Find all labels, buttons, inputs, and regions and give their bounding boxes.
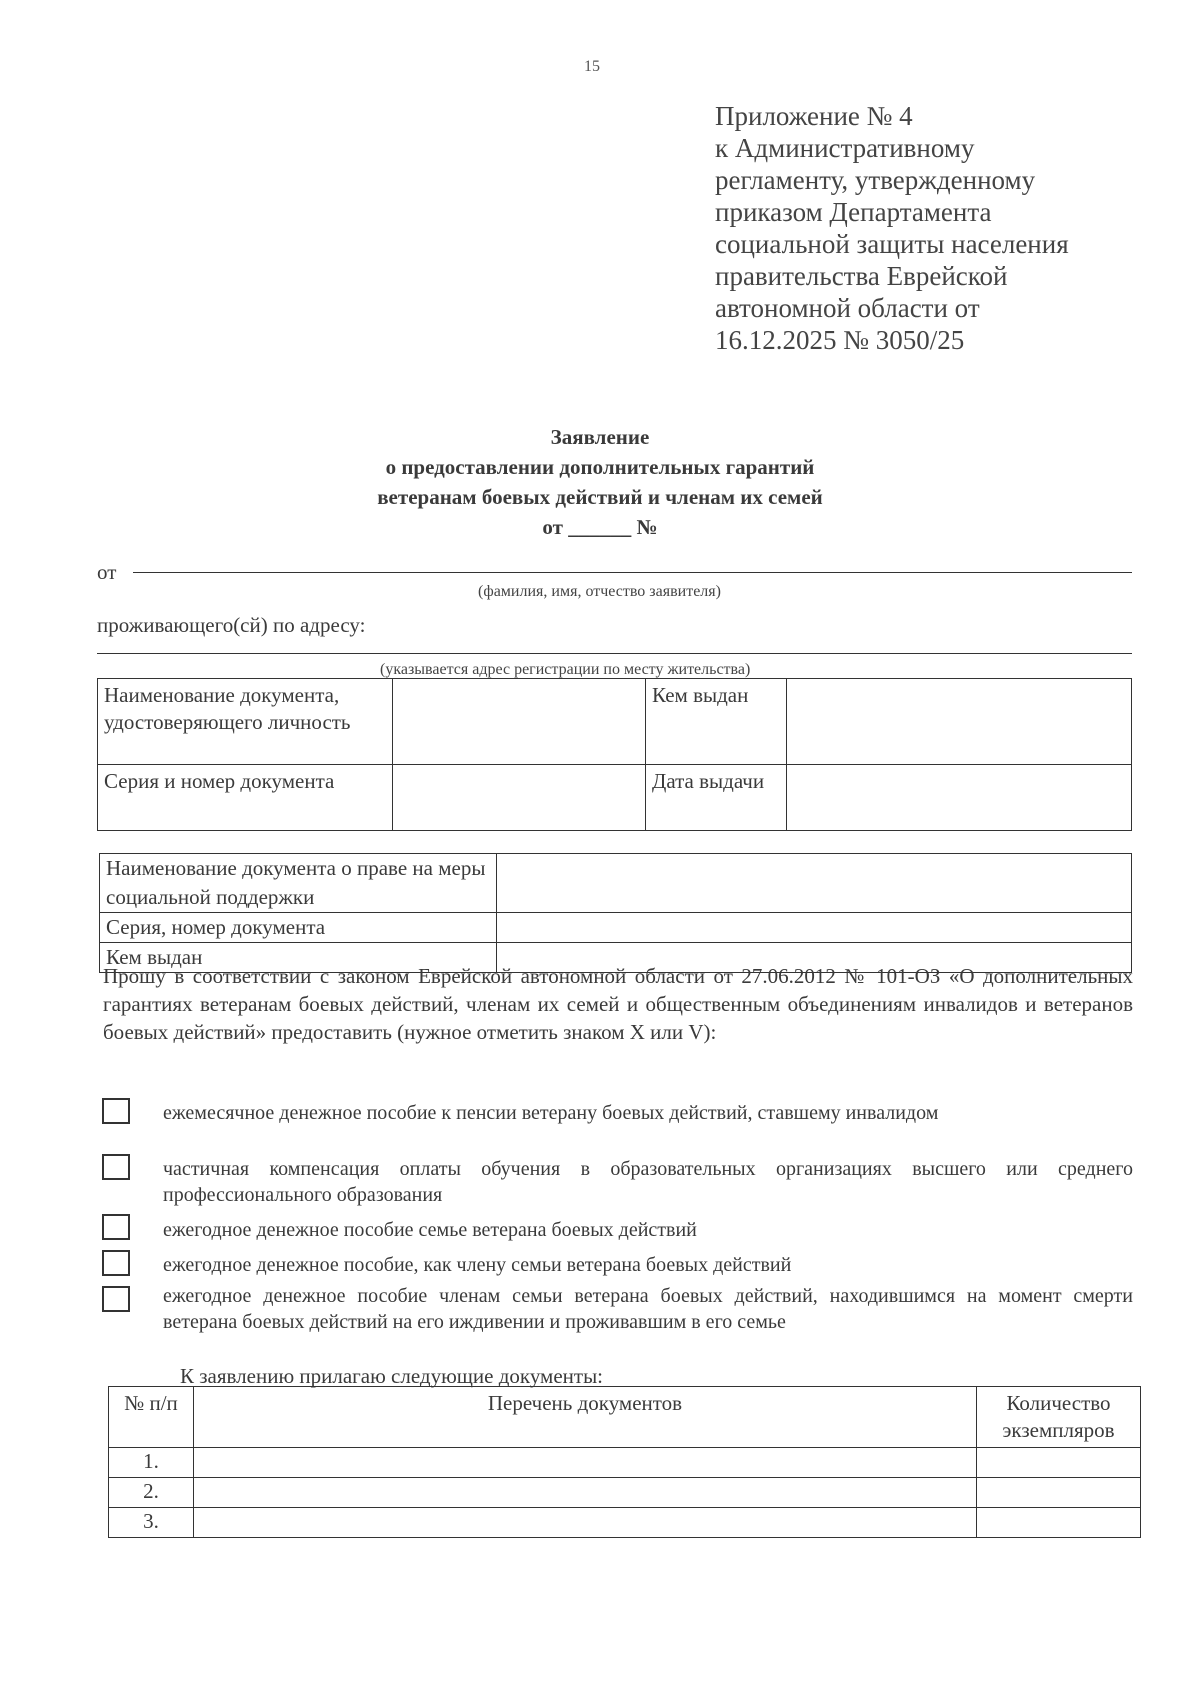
document-name-cell[interactable] bbox=[194, 1478, 977, 1508]
title-line: ветеранам боевых действий и членам их семей bbox=[377, 485, 823, 509]
copies-count-cell[interactable] bbox=[977, 1448, 1141, 1478]
applicant-name-field[interactable] bbox=[133, 572, 1132, 573]
option-checkbox[interactable] bbox=[102, 1250, 130, 1276]
address-field[interactable] bbox=[97, 653, 1132, 654]
issue-date-label: Дата выдачи bbox=[646, 765, 787, 831]
issue-date-field[interactable] bbox=[787, 765, 1132, 831]
document-name-cell[interactable] bbox=[194, 1448, 977, 1478]
appendix-line: регламенту, утвержденному bbox=[715, 165, 1036, 195]
issued-by-label: Кем выдан bbox=[646, 679, 787, 765]
appendix-line: 16.12.2025 № 3050/25 bbox=[715, 325, 965, 355]
identity-doc-name-label: Наименование документа, удостоверяющего личность bbox=[98, 679, 393, 765]
appendix-line: приказом Департамента bbox=[715, 197, 992, 227]
series-number-label: Серия и номер документа bbox=[98, 765, 393, 831]
title-line: о предоставлении дополнительных гарантий bbox=[385, 455, 815, 479]
document-name-cell[interactable] bbox=[194, 1508, 977, 1538]
option-label: ежегодное денежное пособие семье ветерана боевых действий bbox=[163, 1219, 697, 1241]
from-label: от bbox=[97, 560, 117, 584]
option-checkbox[interactable] bbox=[102, 1214, 130, 1240]
col-count-header: Количество экземпляров bbox=[977, 1387, 1141, 1448]
appendix-header bbox=[715, 100, 1135, 356]
option-label: ежемесячное денежное пособие к пенсии ветерану боевых действий, ставшему инвалидом bbox=[163, 1102, 939, 1124]
attachments-intro: К заявлению прилагаю следующие документы: bbox=[180, 1364, 604, 1388]
request-text: Прошу в соответствии с законом Еврейской автономной области от 27.06.2012 № 101-ОЗ «О дополнительных гарантиях ветеранам боевых действий, членам их семей и общественным объединениям инвалидов и ветеранов боевых действий» предоставить (нужное отметить знаком X или V): bbox=[103, 964, 1133, 1044]
identity-document-table bbox=[97, 678, 1132, 831]
identity-doc-name-field[interactable] bbox=[393, 679, 646, 765]
applicant-name-caption: (фамилия, имя, отчество заявителя) bbox=[478, 583, 721, 600]
option-label: ежегодное денежное пособие членам семьи ветерана боевых действий, находившимся на момент смерти ветерана боевых действий на его иждивении и проживавшим в его семье bbox=[163, 1285, 1133, 1333]
appendix-line: правительства Еврейской bbox=[715, 261, 1008, 291]
copies-count-cell[interactable] bbox=[977, 1508, 1141, 1538]
address-label: проживающего(сй) по адресу: bbox=[97, 613, 366, 637]
address-caption: (указывается адрес регистрации по месту жительства) bbox=[380, 661, 751, 678]
col-number-header: № п/п bbox=[109, 1387, 194, 1448]
support-series-label: Серия, номер документа bbox=[100, 913, 497, 943]
series-number-field[interactable] bbox=[393, 765, 646, 831]
row-number: 2. bbox=[109, 1478, 194, 1508]
title-line: Заявление bbox=[550, 425, 650, 449]
appendix-line: социальной защиты населения bbox=[715, 229, 1069, 259]
support-series-field[interactable] bbox=[497, 913, 1132, 943]
row-number: 3. bbox=[109, 1508, 194, 1538]
appendix-line: к Административному bbox=[715, 133, 975, 163]
support-doc-name-label: Наименование документа о праве на меры социальной поддержки bbox=[100, 854, 497, 913]
support-doc-name-field[interactable] bbox=[497, 854, 1132, 913]
support-issued-by-label: Кем выдан bbox=[100, 943, 497, 973]
option-checkbox[interactable] bbox=[102, 1154, 130, 1180]
appendix-line: Приложение № 4 bbox=[715, 101, 913, 131]
page-number: 15 bbox=[584, 58, 600, 75]
col-list-header: Перечень документов bbox=[194, 1387, 977, 1448]
row-number: 1. bbox=[109, 1448, 194, 1478]
attachments-table bbox=[108, 1386, 1141, 1538]
copies-count-cell[interactable] bbox=[977, 1478, 1141, 1508]
title-line: от ______ № bbox=[542, 515, 658, 539]
option-label: ежегодное денежное пособие, как члену семьи ветерана боевых действий bbox=[163, 1254, 792, 1276]
appendix-line: автономной области от bbox=[715, 293, 980, 323]
option-checkbox[interactable] bbox=[102, 1286, 130, 1312]
document-title bbox=[250, 422, 950, 542]
support-document-table bbox=[99, 853, 1132, 973]
issued-by-field[interactable] bbox=[787, 679, 1132, 765]
option-label: частичная компенсация оплаты обучения в образовательных организациях высшего или среднего профессионального образования bbox=[163, 1158, 1133, 1206]
option-checkbox[interactable] bbox=[102, 1098, 130, 1124]
